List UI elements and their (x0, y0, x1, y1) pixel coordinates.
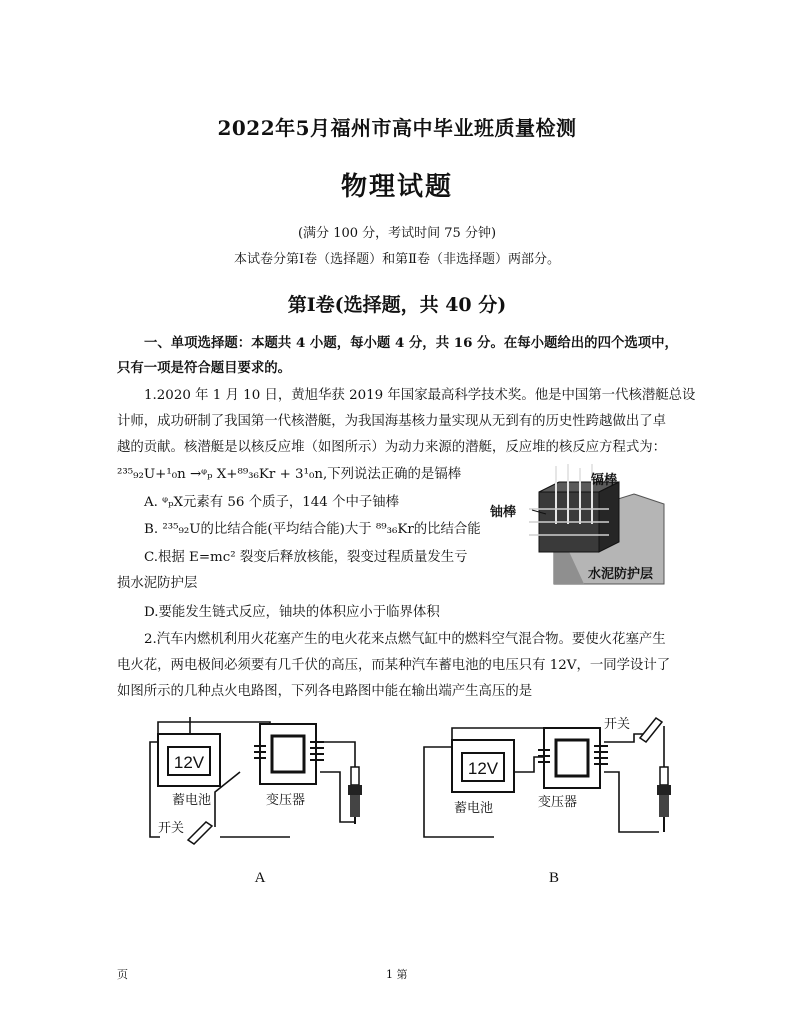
q1-line1: 1.2020 年 1 月 10 日，黄旭华获 2019 年国家最高科学技术奖。他是中国第一代核潜艇总设 (144, 388, 696, 403)
q1-option-a: A. ᵠₚX元素有 56 个质子，144 个中子铀棒 (144, 495, 400, 510)
circuit-b-figure (414, 712, 684, 892)
spark-plug-a (348, 767, 362, 824)
battery-a-label: 蓄电池 (172, 792, 212, 807)
q1-line2: 计师，成功研制了我国第一代核潜艇，为我国海基核力量实现从无到有的历史性跨越做出了卓 (117, 414, 667, 429)
q2-line3: 如图所示的几种点火电路图，下列各电路图中能在输出端产生高压的是 (117, 684, 533, 699)
switch-a (188, 822, 212, 844)
subject-title: 物理试题 (340, 172, 453, 202)
section-instruction-2: 只有一项是符合题目要求的。 (117, 360, 292, 376)
section-instruction-1: 一、单项选择题：本题共 4 小题，每小题 4 分，共 16 分。在每小题给出的四个选项中， (144, 335, 678, 351)
transformer-a (260, 724, 316, 784)
transformer-b (544, 728, 600, 788)
cd-rod-label: 镉棒 (591, 472, 618, 487)
transformer-b-label: 变压器 (538, 794, 578, 809)
fuel-block-side (599, 482, 619, 552)
circuit-a-label: A (254, 870, 266, 886)
battery-b-voltage: 12V (467, 759, 499, 778)
footer-page-number: 1 第 (386, 968, 408, 981)
spark-plug-b (657, 767, 671, 832)
exam-info-line2: 本试卷分第Ⅰ卷（选择题）和第Ⅱ卷（非选择题）两部分。 (234, 252, 560, 267)
shield-label: 水泥防护层 (588, 566, 654, 581)
exam-info-line1: (满分 100 分，考试时间 75 分钟) (297, 226, 497, 241)
switch-b (640, 718, 662, 742)
q1-option-c-line2: 损水泥防护层 (117, 576, 198, 591)
transformer-a-label: 变压器 (266, 792, 306, 807)
circuit-a-figure (120, 712, 390, 892)
reactor-figure (484, 464, 684, 594)
q1-option-b: B. ²³⁵₉₂U的比结合能(平均结合能)大于 ⁸⁹₃₆Kr的比结合能 (144, 522, 481, 537)
q1-option-d: D.要能发生链式反应，铀块的体积应小于临界体积 (144, 605, 440, 620)
q2-line1: 2.汽车内燃机利用火花塞产生的电火花来点燃气缸中的燃料空气混合物。要使火花塞产生 (144, 632, 666, 647)
battery-a-voltage: 12V (173, 753, 205, 772)
q2-line2: 电火花，两电极间必须要有几千伏的高压，而某种汽车蓄电池的电压只有 12V，一同学设计了 (117, 658, 671, 673)
switch-a-label: 开关 (158, 820, 185, 835)
circuit-b-label: B (548, 870, 560, 886)
q1-option-c-line1: C.根据 E=mc² 裂变后释放核能，裂变过程质量发生亏 (144, 550, 468, 565)
battery-b-label: 蓄电池 (454, 800, 494, 815)
exam-title: 2022年5月福州市高中毕业班质量检测 (217, 116, 577, 140)
footer-left: 页 (117, 968, 128, 981)
section-title: 第Ⅰ卷(选择题，共 40 分) (287, 294, 507, 316)
switch-b-label: 开关 (604, 716, 631, 731)
q1-equation: ²³⁵₉₂U+¹₀n →ᵠₚ X+⁸⁹₃₆Kr + 3¹₀n,下列说法正确的是镉棒 (117, 467, 462, 482)
q1-line3: 越的贡献。核潜艇是以核反应堆（如图所示）为动力来源的潜艇，反应堆的核反应方程式为： (117, 440, 667, 455)
u-rod-label: 铀棒 (490, 504, 517, 519)
